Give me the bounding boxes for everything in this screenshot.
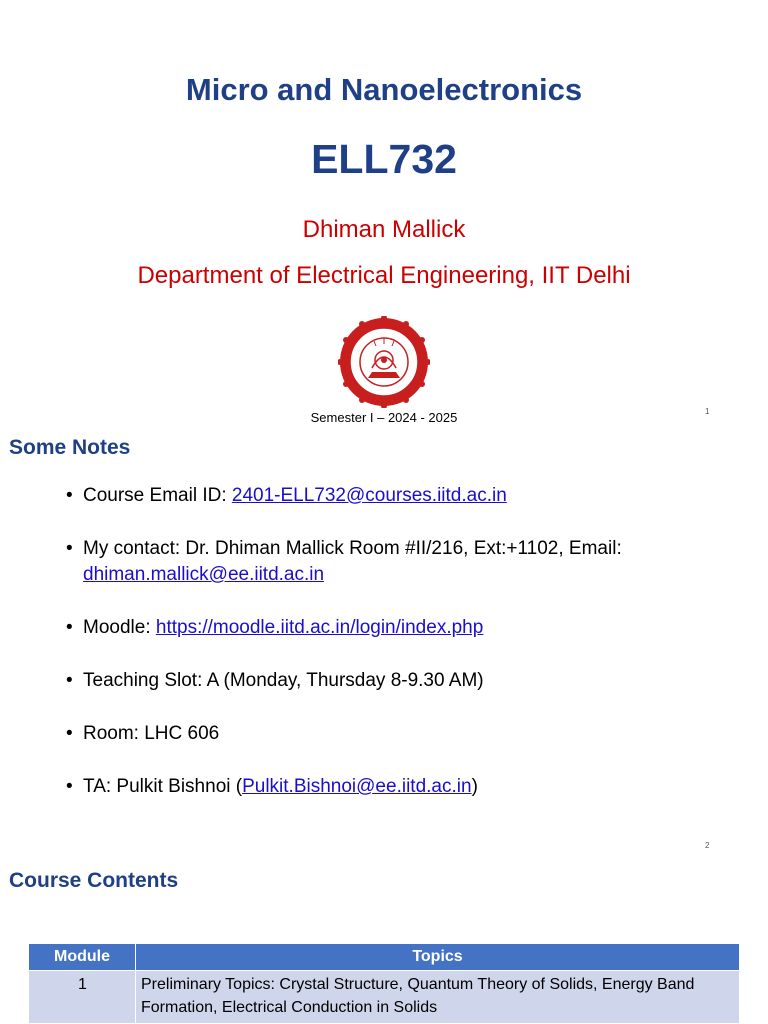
instructor-name: Dhiman Mallick [302, 216, 466, 243]
list-item [66, 483, 746, 509]
semester-label: Semester I – 2024 - 2025 [310, 410, 458, 425]
list-item [66, 721, 746, 747]
contact-label: My contact: Dr. Dhiman Mallick Room #II/216, Ext:+1102, Email: [83, 538, 622, 559]
email-label: Course Email ID: [83, 485, 232, 506]
page-number: 1 [705, 407, 710, 416]
course-contents-table [28, 943, 740, 1024]
ta-email-link[interactable]: Pulkit.Bishnoi@ee.iitd.ac.in [242, 776, 472, 797]
list-item [66, 668, 746, 694]
department-name: Department of Electrical Engineering, IIT Delhi [137, 262, 631, 289]
module-cell: 1 [29, 971, 136, 1024]
notes-list [66, 483, 746, 827]
moodle-link[interactable]: https://moodle.iitd.ac.in/login/index.php [155, 617, 484, 638]
moodle-label: Moodle: [83, 617, 156, 638]
list-item [66, 615, 746, 641]
topics-cell: Preliminary Topics: Crystal Structure, Quantum Theory of Solids, Energy Band Formation, Electrical Conduction in Solids [136, 971, 740, 1024]
course-email-link[interactable]: 2401-ELL732@courses.iitd.ac.in [231, 485, 507, 506]
iit-delhi-logo-icon [338, 316, 430, 408]
topics-column-header: Topics [136, 944, 740, 971]
teaching-slot: Teaching Slot: A (Monday, Thursday 8-9.30 AM) [83, 670, 484, 691]
title-slide [0, 0, 768, 430]
module-column-header: Module [29, 944, 136, 971]
page-number: 2 [705, 841, 710, 850]
table-header-row [29, 944, 740, 971]
room-info: Room: LHC 606 [83, 723, 220, 744]
instructor-email-link[interactable]: dhiman.mallick@ee.iitd.ac.in [83, 564, 325, 585]
ta-suffix: ) [471, 776, 478, 797]
contents-heading: Course Contents [9, 869, 179, 892]
list-item [66, 536, 746, 588]
course-code: ELL732 [311, 136, 457, 182]
ta-label: TA: Pulkit Bishnoi ( [83, 776, 243, 797]
notes-heading: Some Notes [9, 436, 131, 459]
course-title: Micro and Nanoelectronics [185, 72, 583, 107]
list-item [66, 774, 746, 800]
table-row [29, 971, 740, 1024]
